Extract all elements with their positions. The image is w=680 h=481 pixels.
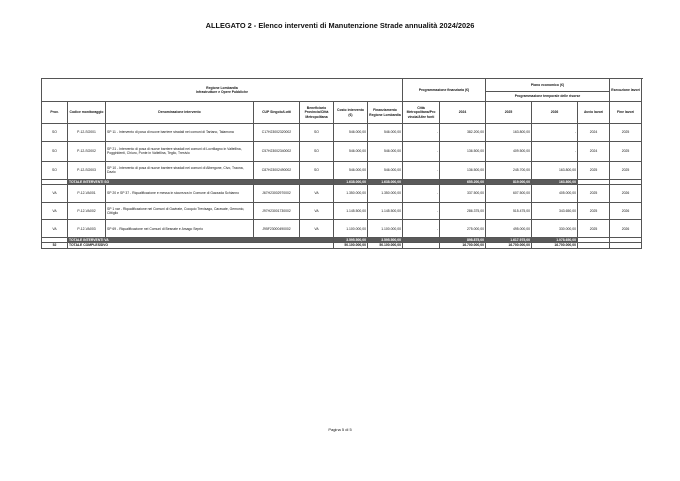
table-row [42,161,642,179]
cell-avvio: 2025 [578,184,610,202]
cell-cup: J97H23001730002 [254,202,300,220]
grand-total-count: 52 [42,243,68,248]
subtotal-2025: 819.000,00 [486,179,532,184]
cell-altre: - [403,202,440,220]
cell-prov: VA [42,184,68,202]
col-2026: 2026 [532,102,578,124]
cell-beneficiario: SO [300,124,334,142]
cell-avvio: 2025 [578,220,610,238]
cell-2025: 409.500,00 [486,141,532,161]
subtotal-label: TOTALE INTERVENTI SO [68,179,334,184]
cell-fin: 1.100.000,00 [368,220,403,238]
header-esecuzione: Esecuzione lavori [610,79,642,102]
cell-denominazione: SP 69 - Riqualificazione nei Comuni di Besnate e Arsago Seprio [106,220,254,238]
cell-2024: 286.375,00 [440,202,486,220]
col-prov: Prov. [42,102,68,124]
cell-2025: 607.500,00 [486,184,532,202]
col-2024: 2024 [440,102,486,124]
grand-total-fin: 50.100.000,00 [368,243,403,248]
table-row [42,220,642,238]
cell-fin: 1.145.500,00 [368,202,403,220]
cell-beneficiario: VA [300,202,334,220]
cell-2024: 275.000,00 [440,220,486,238]
col-beneficiario: Beneficiario Provincia/Città Metropolitana [300,102,334,124]
cell-blank [578,243,610,248]
col-codice: Codice monitoraggio [68,102,106,124]
cell-fin: 546.000,00 [368,141,403,161]
cell-prov: VA [42,202,68,220]
cell-costo: 546.000,00 [334,124,368,142]
cell-2025: 495.000,00 [486,220,532,238]
cell-avvio: 2025 [578,202,610,220]
cell-2025: 245.700,00 [486,161,532,179]
cell-fine: 2026 [610,202,642,220]
table-row [42,184,642,202]
grand-total-2026: 16.700.000,00 [532,243,578,248]
col-fine: Fine lavori [610,102,642,124]
cell-beneficiario: VA [300,184,334,202]
cell-prov: SO [42,124,68,142]
cell-altre: - [403,220,440,238]
cell-2024: 382.200,00 [440,124,486,142]
cell-fine: 2025 [610,141,642,161]
interventi-table [41,78,642,249]
cell-cup: C17H23002320002 [254,124,300,142]
cell-fin: 546.000,00 [368,161,403,179]
cell-2026: - [532,141,578,161]
cell-codice: P-12-VA003 [68,220,106,238]
cell-altre: - [403,184,440,202]
cell-2025: 515.475,00 [486,202,532,220]
header-regione [42,79,403,102]
cell-2024: 136.500,00 [440,161,486,179]
col-denominazione: Denominazione intervento [106,102,254,124]
cell-fine: 2025 [610,161,642,179]
cell-2024: 337.500,00 [440,184,486,202]
cell-costo: 546.000,00 [334,141,368,161]
col-2025: 2025 [486,102,532,124]
subtotal-2026: 1.078.650,00 [532,238,578,243]
cell-cup: C87H23002490002 [254,161,300,179]
cell-blank [610,243,642,248]
cell-denominazione: SP 20 e SP 37 - Riqualificazione e messa in sicurezza in Comune di Gazzada Schianno [106,184,254,202]
cell-2026: - [532,124,578,142]
cell-beneficiario: SO [300,141,334,161]
header-prog-temp: Programmazione temporale delle risorse [486,92,610,102]
cell-beneficiario: SO [300,161,334,179]
cell-2026: 405.000,00 [532,184,578,202]
cell-beneficiario: VA [300,220,334,238]
cell-2026: 163.800,00 [532,161,578,179]
header-prog-fin: Programmazione finanziaria (€) [403,79,486,102]
table-row [42,141,642,161]
table-row [42,202,642,220]
cell-avvio: 2024 [578,124,610,142]
subtotal-2025: 1.617.975,00 [486,238,532,243]
header-piano: Piano economico (€) [486,79,610,92]
grand-total-label: TOTALE COMPLESSIVO [68,243,334,248]
interventi-table-wrapper [41,78,641,249]
subtotal-2024: 655.200,00 [440,179,486,184]
cell-2024: 136.500,00 [440,141,486,161]
page-number: Pagina 5 di 5 [328,427,352,432]
header-direzione-label: Infrastrutture e Opere Pubbliche [195,90,248,94]
col-avvio: Avvio lavori [578,102,610,124]
grand-total-2024: 16.700.000,00 [440,243,486,248]
cell-avvio: 2025 [578,161,610,179]
grand-total-costo: 50.100.000,00 [334,243,368,248]
cell-prov: SO [42,161,68,179]
cell-2026: 330.000,00 [532,220,578,238]
cell-prov: SO [42,141,68,161]
cell-2025: 163.800,00 [486,124,532,142]
grand-total-row [42,243,642,248]
subtotal-label: TOTALE INTERVENTI VA [68,238,334,243]
cell-denominazione: SP 11 - Intervento di posa di nuove barriere stradali nei comuni di Tartano, Talamona [106,124,254,142]
cell-altre: - [403,141,440,161]
header-regione-label: Regione Lombardia [206,85,238,90]
cell-cup: C57H23002340002 [254,141,300,161]
cell-avvio: 2024 [578,141,610,161]
cell-codice: P-12-SO003 [68,161,106,179]
table-row [42,124,642,142]
subtotal-costo: 3.595.500,00 [334,238,368,243]
col-costo: Costo intervento (€) [334,102,368,124]
cell-fine: 2026 [610,220,642,238]
cell-fin: 546.000,00 [368,124,403,142]
subtotal-fin: 3.595.500,00 [368,238,403,243]
cell-fin: 1.350.000,00 [368,184,403,202]
document-title: ALLEGATO 2 - Elenco interventi di Manutenzione Strade annualità 2024/2026 [205,21,475,30]
cell-altre: - [403,124,440,142]
cell-fine: 2026 [610,184,642,202]
col-citta: Città Metropolitana/Pro vincia/Altre fonti [403,102,440,124]
col-cup: CUP Singolo/Lotti [254,102,300,124]
cell-2026: 343.650,00 [532,202,578,220]
cell-costo: 1.145.500,00 [334,202,368,220]
cell-denominazione: SP 10 - Intervento di posa di nuove barriere stradali nei comuni di Albergone, Civo, Traona, Dazio [106,161,254,179]
cell-codice: P-12-SO001 [68,124,106,142]
cell-codice: P-12-SO002 [68,141,106,161]
subtotal-costo: 1.638.000,00 [334,179,368,184]
col-fin-regione: Finanziamento Regione Lombardia [368,102,403,124]
grand-total-2025: 16.700.000,00 [486,243,532,248]
cell-costo: 1.100.000,00 [334,220,368,238]
cell-fine: 2025 [610,124,642,142]
cell-prov: VA [42,220,68,238]
subtotal-2026: 163.800,00 [532,179,578,184]
cell-denominazione: SP 21 - Intervento di posa di nuove barriere stradali nei comuni di Lovrillagno in Valtellina, Poggiridenti, Chiuro, Ponte in Valtellina, Teglio, Tresivio [106,141,254,161]
cell-costo: 546.000,00 [334,161,368,179]
cell-codice: P-12-VA002 [68,202,106,220]
cell-cup: J95F23000490002 [254,220,300,238]
cell-codice: P-12-VA001 [68,184,106,202]
cell-cup: J67H23002970002 [254,184,300,202]
cell-denominazione: SP 1 var - Riqualificazione nei Comuni di Gavirate, Cocquio Trevisago, Caravate, Gemonio, Cittiglio [106,202,254,220]
cell-blank [403,243,440,248]
cell-altre: - [403,161,440,179]
subtotal-fin: 1.638.000,00 [368,179,403,184]
cell-costo: 1.350.000,00 [334,184,368,202]
subtotal-2024: 898.875,00 [440,238,486,243]
